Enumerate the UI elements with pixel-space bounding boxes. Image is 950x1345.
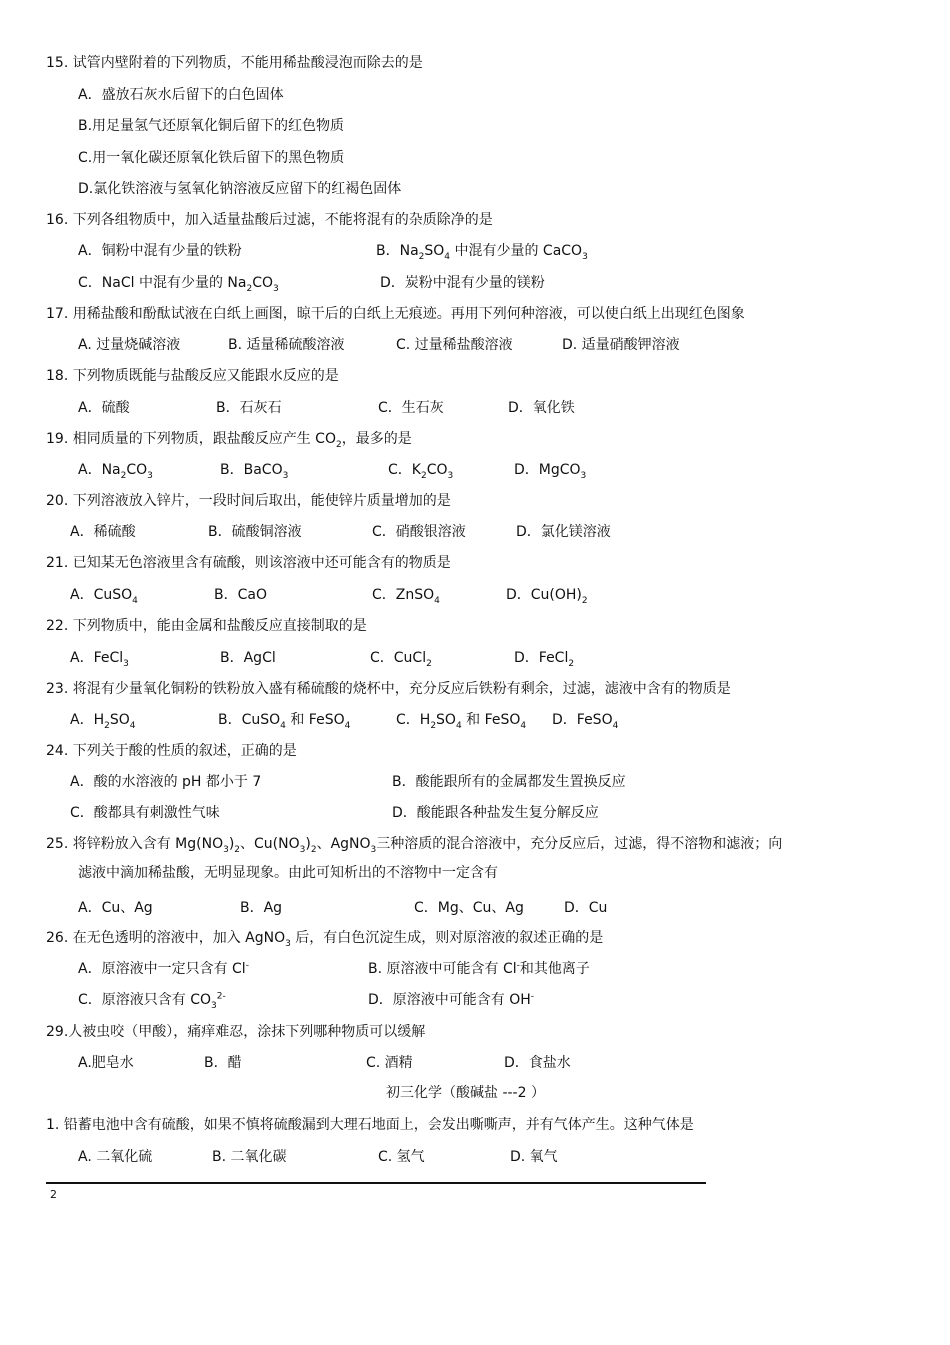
- section-title: 初三化学（酸碱盐 ---2 ）: [386, 1085, 545, 1101]
- q25-option-a: A．Cu、Ag: [78, 900, 153, 916]
- q23-option-c: C．$H_2SO_4$ 和 FeSO$_4$: [396, 712, 527, 731]
- q26-option-d: D．原溶液中可能含有 OH-: [368, 991, 535, 1008]
- s2q1-stem: 1. 铅蓄电池中含有硫酸，如果不慎将硫酸漏到大理石地面上，会发出嘶嘶声，并有气体产生。这种气体是: [46, 1117, 694, 1133]
- q29-option-a: A.肥皂水: [78, 1055, 134, 1071]
- q16-stem: 16. 下列各组物质中，加入适量盐酸后过滤，不能将混有的杂质除净的是: [46, 212, 493, 228]
- q19-option-c: C．$K_2CO_3$: [388, 462, 454, 481]
- s2q1-option-a: A. 二氧化硫: [78, 1149, 153, 1165]
- q15-stem: 15. 试管内壁附着的下列物质，不能用稀盐酸浸泡而除去的是: [46, 55, 423, 71]
- q15-option-b: B.用足量氢气还原氧化铜后留下的红色物质: [78, 118, 345, 134]
- q22-stem: 22. 下列物质中，能由金属和盐酸反应直接制取的是: [46, 618, 367, 634]
- q21-option-d: D．$Cu(OH)_2$: [506, 587, 588, 606]
- q21-stem: 21. 已知某无色溶液里含有硫酸，则该溶液中还可能含有的物质是: [46, 555, 451, 571]
- q24-option-d: D．酸能跟各种盐发生复分解反应: [392, 805, 599, 821]
- q19-option-a: A．$Na_2CO_3$: [78, 462, 153, 481]
- q16-option-d: D．炭粉中混有少量的镁粉: [380, 275, 545, 291]
- q22-option-d: D．FeCl$_2$: [514, 650, 575, 669]
- s2q1-option-b: B. 二氧化碳: [212, 1149, 287, 1165]
- q19-option-b: B．BaCO$_3$: [220, 462, 289, 481]
- q20-option-a: A．稀硫酸: [70, 524, 136, 540]
- q24-option-a: A．酸的水溶液的 pH 都小于 7: [70, 774, 262, 790]
- q29-option-c: C. 酒精: [366, 1055, 413, 1071]
- q22-option-a: A．FeCl$_3$: [70, 650, 129, 669]
- s2q1-option-d: D. 氧气: [510, 1149, 558, 1165]
- q16-option-c: C．NaCl 中混有少量的 $Na_2CO_3$: [78, 275, 279, 294]
- q20-option-b: B．硫酸铜溶液: [208, 524, 302, 540]
- q29-option-d: D．食盐水: [504, 1055, 571, 1071]
- q16-option-b: B．$Na_2SO_4$ 中混有少量的 CaCO$_3$: [376, 243, 588, 262]
- q26-option-a: A．原溶液中一定只含有 Cl-: [78, 960, 249, 977]
- q23-option-a: A．$H_2SO_4$: [70, 712, 136, 731]
- q19-option-d: D．MgCO$_3$: [514, 462, 587, 481]
- s2q1-option-c: C. 氢气: [378, 1149, 425, 1165]
- q17-stem: 17. 用稀盐酸和酚酞试液在白纸上画图，晾干后的白纸上无痕迹。再用下列何种溶液，可以使白纸上出现红色图象: [46, 306, 745, 322]
- q18-option-a: A．硫酸: [78, 400, 130, 416]
- q23-option-d: D．FeSO$_4$: [552, 712, 619, 731]
- q21-option-c: C．ZnSO$_4$: [372, 587, 440, 606]
- q15-option-c: C.用一氧化碳还原氧化铁后留下的黑色物质: [78, 150, 345, 166]
- q25-option-b: B．Ag: [240, 900, 283, 916]
- page-number: 2: [50, 1188, 57, 1201]
- q25-stem: 25. 将锌粉放入含有 $Mg(NO_3)_2$、$Cu(NO_3)_2$、AgNO$_3$三种溶质的混合溶液中，充分反应后，过滤，得不溶物和滤液；向: [46, 836, 783, 855]
- q20-option-c: C．硝酸银溶液: [372, 524, 466, 540]
- q29-stem: 29.人被虫咬（甲酸），痛痒难忍，涂抹下列哪种物质可以缓解: [46, 1024, 426, 1040]
- q21-option-a: A．CuSO$_4$: [70, 587, 138, 606]
- q19-stem: 19. 相同质量的下列物质，跟盐酸反应产生 $CO_2$，最多的是: [46, 431, 412, 450]
- q26-stem: 26. 在无色透明的溶液中，加入 AgNO$_3$ 后，有白色沉淀生成，则对原溶液的叙述正确的是: [46, 930, 604, 949]
- q18-option-c: C．生石灰: [378, 400, 444, 416]
- q25-option-d: D．Cu: [564, 900, 608, 916]
- q24-option-c: C．酸都具有刺激性气味: [70, 805, 220, 821]
- q18-option-b: B．石灰石: [216, 400, 282, 416]
- q23-stem: 23. 将混有少量氧化铜粉的铁粉放入盛有稀硫酸的烧杯中，充分反应后铁粉有剩余，过滤，滤液中含有的物质是: [46, 681, 731, 697]
- q15-option-a: A．盛放石灰水后留下的白色固体: [78, 87, 284, 103]
- q25-option-c: C．Mg、Cu、Ag: [414, 900, 524, 916]
- q17-option-a: A. 过量烧碱溶液: [78, 337, 181, 353]
- q20-option-d: D．氯化镁溶液: [516, 524, 611, 540]
- q29-option-b: B．醋: [204, 1055, 242, 1071]
- q23-option-b: B．CuSO$_4$ 和 FeSO$_4$: [218, 712, 351, 731]
- q24-stem: 24. 下列关于酸的性质的叙述，正确的是: [46, 743, 297, 759]
- q17-option-d: D. 适量硝酸钾溶液: [562, 337, 680, 353]
- q21-option-b: B．CaO: [214, 587, 267, 603]
- q18-stem: 18. 下列物质既能与盐酸反应又能跟水反应的是: [46, 368, 339, 384]
- q17-option-c: C. 过量稀盐酸溶液: [396, 337, 513, 353]
- q26-option-c: C．原溶液只含有 $CO_3^{2-}$: [78, 991, 226, 1011]
- q26-option-b: B. 原溶液中可能含有 Cl-和其他离子: [368, 960, 590, 977]
- q17-option-b: B. 适量稀硫酸溶液: [228, 337, 345, 353]
- q24-option-b: B．酸能跟所有的金属都发生置换反应: [392, 774, 626, 790]
- q25-stem-line2: 滤液中滴加稀盐酸，无明显现象。由此可知析出的不溶物中一定含有: [78, 865, 498, 881]
- q22-option-b: B．AgCl: [220, 650, 276, 666]
- q22-option-c: C．CuCl$_2$: [370, 650, 432, 669]
- q20-stem: 20. 下列溶液放入锌片，一段时间后取出，能使锌片质量增加的是: [46, 493, 451, 509]
- footer-rule: [46, 1182, 706, 1184]
- q15-option-d: D.氯化铁溶液与氢氧化钠溶液反应留下的红褐色固体: [78, 181, 402, 197]
- q18-option-d: D．氧化铁: [508, 400, 575, 416]
- q16-option-a: A．铜粉中混有少量的铁粉: [78, 243, 242, 259]
